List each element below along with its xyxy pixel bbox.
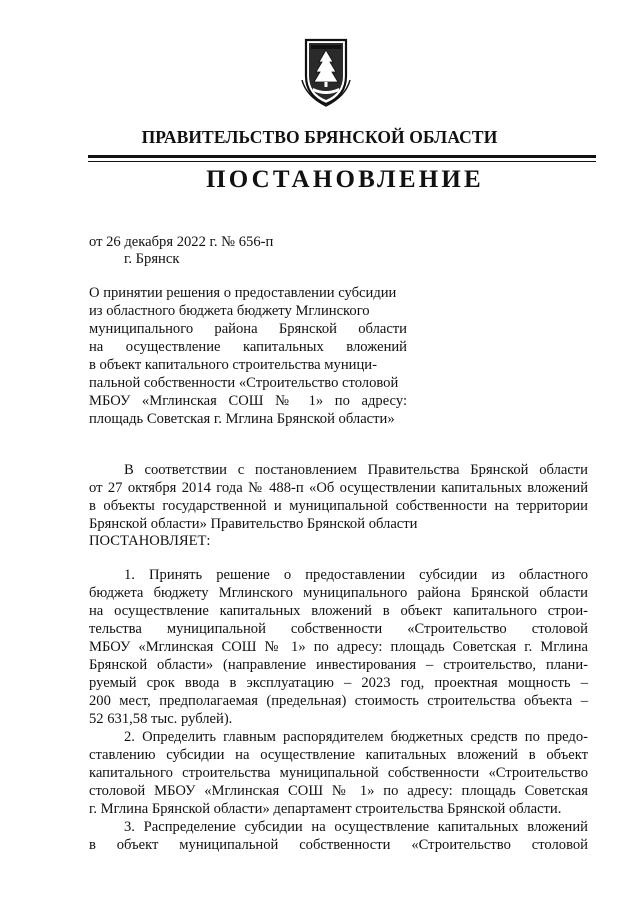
item-3-line: в объект муниципальной собственности «Строительство столовой bbox=[89, 837, 588, 853]
resolves-word: ПОСТАНОВЛЯЕТ: bbox=[89, 533, 211, 549]
preamble-line: В соответствии с постановлением Правительства Брянской области bbox=[124, 462, 588, 478]
subject-line: МБОУ «Мглинская СОШ № 1» по адресу: bbox=[89, 393, 407, 409]
subject-line: в объект капитального строительства муници- bbox=[89, 357, 377, 373]
subject-line: пальной собственности «Строительство столовой bbox=[89, 375, 399, 391]
item-2-line: 2. Определить главным распорядителем бюджетных средств по предо- bbox=[124, 729, 588, 745]
subject-line: муниципального района Брянской области bbox=[89, 321, 407, 337]
item-2-line: г. Мглина Брянской области» департамент строительства Брянской области. bbox=[89, 801, 562, 817]
subject-line: площадь Советская г. Мглина Брянской области» bbox=[89, 411, 395, 427]
subject-line: О принятии решения о предоставлении субсидии bbox=[89, 285, 397, 301]
document-type-title: ПОСТАНОВЛЕНИЕ bbox=[206, 166, 484, 193]
item-2-line: ставлению субсидии на осуществление капитальных вложений в объект bbox=[89, 747, 588, 763]
item-1-line: МБОУ «Мглинская СОШ № 1» по адресу: площадь Советская г. Мглина bbox=[89, 639, 588, 655]
item-1-line: на осуществление капитальных вложений в объект капитального строи- bbox=[89, 603, 588, 619]
preamble-line: в объекты государственной и муниципальной собственности на территории bbox=[89, 498, 588, 514]
item-2-line: столовой МБОУ «Мглинская СОШ № 1» по адресу: площадь Советская bbox=[89, 783, 588, 799]
subject-line: на осуществление капитальных вложений bbox=[89, 339, 407, 355]
item-1-line: 1. Принять решение о предоставлении субсидии из областного bbox=[124, 567, 588, 583]
date-number: от 26 декабря 2022 г. № 656-п bbox=[89, 234, 274, 250]
header-rule-thin bbox=[88, 161, 596, 162]
item-3-line: 3. Распределение субсидии на осуществление капитальных вложений bbox=[124, 819, 588, 835]
item-1-line: Брянской области» (направление инвестирования – строительство, плани- bbox=[89, 657, 588, 673]
item-1-line: бюджета бюджету Мглинского муниципального района Брянской области bbox=[89, 585, 588, 601]
city: г. Брянск bbox=[124, 251, 180, 267]
item-2-line: капитального строительства муниципальной собственности «Строительство bbox=[89, 765, 588, 781]
item-1-line: 200 мест, предполагаемая (предельная) стоимость строительства объекта – bbox=[89, 693, 588, 709]
header-rule-thick bbox=[88, 155, 596, 158]
preamble-line: от 27 октября 2014 года № 488-п «Об осуществлении капитальных вложений bbox=[89, 480, 588, 496]
government-title: ПРАВИТЕЛЬСТВО БРЯНСКОЙ ОБЛАСТИ bbox=[141, 127, 498, 147]
item-1-line: 52 631,58 тыс. рублей). bbox=[89, 711, 233, 727]
bryansk-coat-of-arms-icon bbox=[300, 36, 352, 108]
item-1-line: руемый срок ввода в эксплуатацию – 2023 год, проектная мощность – bbox=[89, 675, 588, 691]
subject-line: из областного бюджета бюджету Мглинского bbox=[89, 303, 370, 319]
item-1-line: тельства муниципальной собственности «Строительство столовой bbox=[89, 621, 588, 637]
preamble-line: Брянской области» Правительство Брянской области bbox=[89, 516, 418, 532]
